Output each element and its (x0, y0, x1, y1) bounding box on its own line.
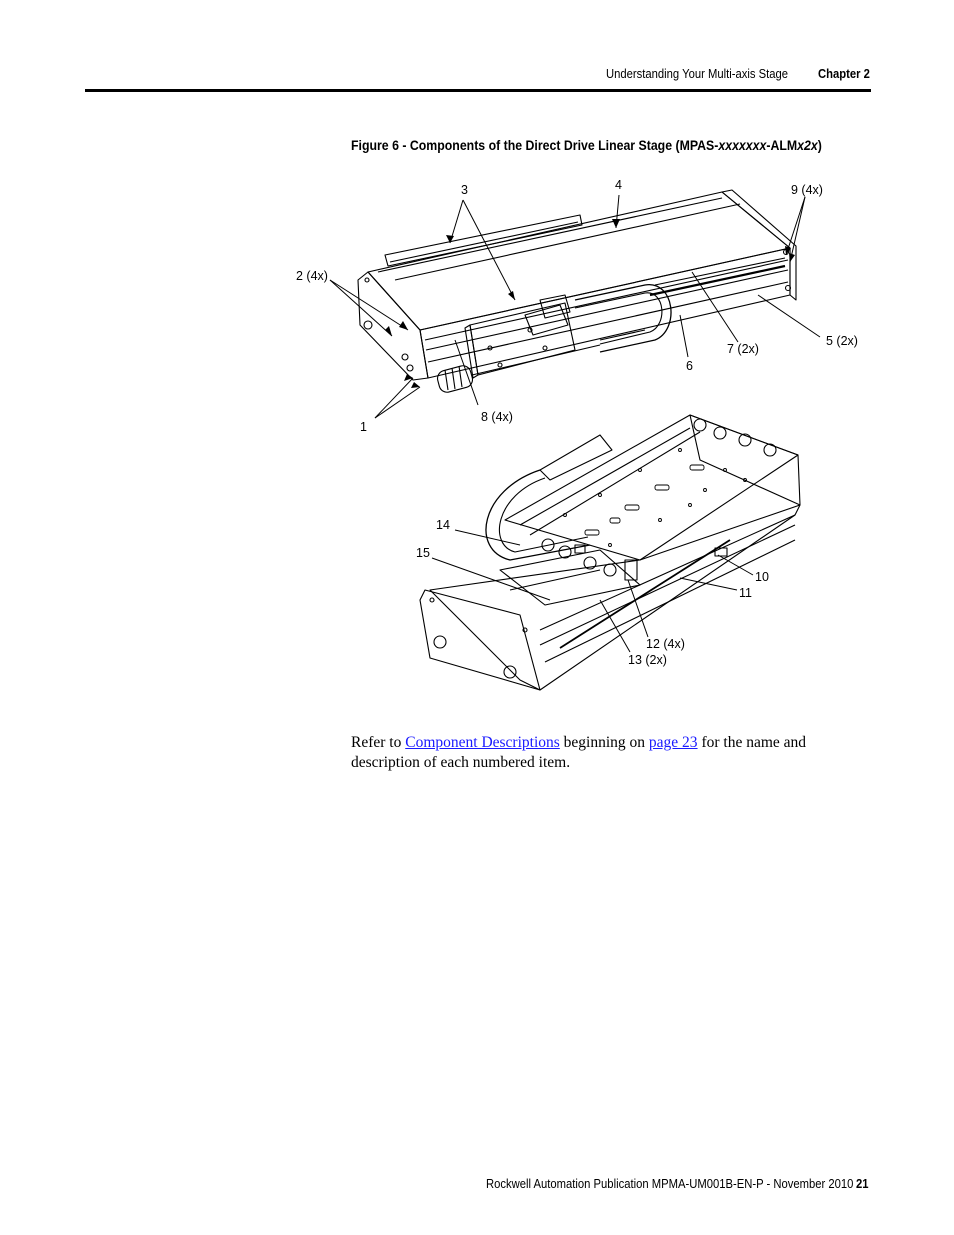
body-text-after: for the name and description of each numbered item. (351, 734, 807, 771)
caption-italic-1: xxxxxxx (718, 137, 767, 153)
body-text-mid: beginning on (559, 734, 649, 751)
caption-suffix: ) (817, 137, 822, 153)
caption-italic-2: x2x (797, 137, 818, 153)
callout-5: 5 (2x) (826, 334, 858, 348)
callout-10: 10 (755, 570, 769, 584)
callout-7: 7 (2x) (727, 342, 759, 356)
footer-publication: Rockwell Automation Publication MPMA-UM001B-EN-P - November 2010 (486, 1177, 854, 1191)
bottom-stage-drawing (420, 415, 800, 690)
footer-page-number: 21 (856, 1177, 869, 1191)
callout-8: 8 (4x) (481, 410, 513, 424)
callout-9: 9 (4x) (791, 183, 823, 197)
callout-13: 13 (2x) (628, 653, 667, 667)
caption-prefix: Figure 6 - Components of the Direct Drive Linear Stage (MPAS- (351, 137, 719, 153)
top-stage-drawing (358, 190, 796, 394)
body-paragraph (351, 733, 841, 773)
callout-14: 14 (436, 518, 450, 532)
callout-2: 2 (4x) (296, 269, 328, 283)
callout-11: 11 (739, 586, 752, 600)
callout-1: 1 (360, 420, 367, 434)
callout-4: 4 (615, 178, 622, 192)
header-chapter: Chapter 2 (818, 67, 870, 81)
callout-15: 15 (416, 546, 430, 560)
callout-12: 12 (4x) (646, 637, 685, 651)
caption-mid: -ALM (766, 137, 798, 153)
callout-6: 6 (686, 359, 693, 373)
component-descriptions-link[interactable]: Component Descriptions (405, 734, 560, 751)
page-23-link[interactable]: page 23 (648, 734, 698, 751)
body-text-before: Refer to (351, 734, 406, 751)
callout-3: 3 (461, 183, 468, 197)
header-section-title: Understanding Your Multi-axis Stage (606, 67, 788, 81)
